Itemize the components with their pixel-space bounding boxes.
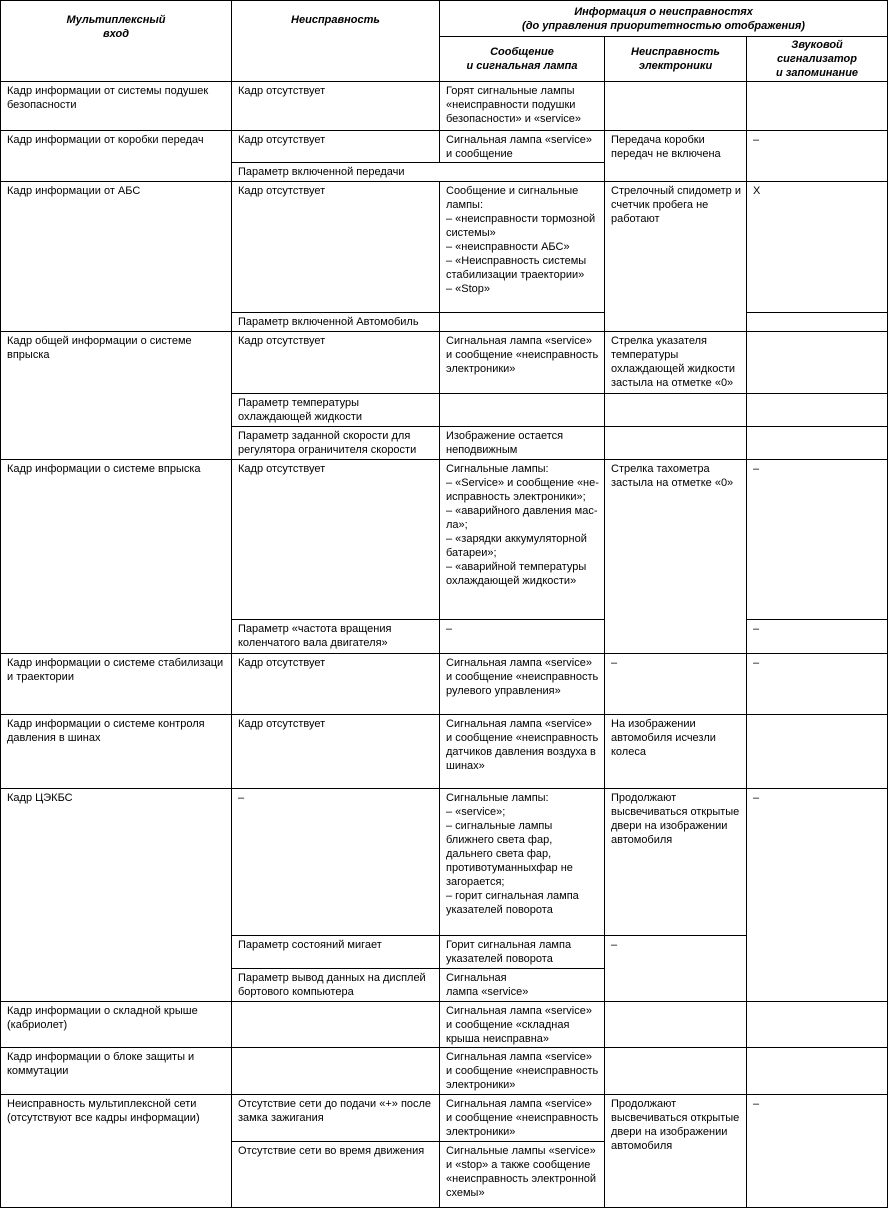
header-buzzer-memory: Звуковой сигнализатор и запоминание [747,37,888,82]
message-cell: Сигнальные лампы «service» и «stop» а также сообщение «неисправность электронной схемы» [440,1142,605,1208]
fault-cell: Отсутствие сети во время движения [232,1142,440,1208]
message-cell [440,394,605,427]
electronics-cell: Продолжают высвечиваться открытые двери на изображении автомобиля [605,789,747,936]
message-cell: Сигнальная лампа «service» и сообщение «неисправность электроники» [440,332,605,394]
message-cell: Сообщение и сигнальные лампы: – «неисправности тормозной системы» – «неисправности АБС» – «Неисправность системы стабилизации траектории» – «Stop» [440,182,605,313]
message-cell: Горят сигнальные лампы «неисправности подушки безопасности» и «service» [440,82,605,131]
table-row [1,182,888,313]
input-cell: Неисправность мультиплексной сети (отсутствуют все кадры информации) [1,1095,232,1208]
buzzer-cell [747,313,888,332]
electronics-cell [605,1002,747,1048]
message-cell: Сигнальная лампа «service» и сообщение «неисправность электроники» [440,1048,605,1095]
fault-cell: Параметр заданной скорости для регулятора ограничителя скорости [232,427,440,460]
fault-cell [232,1048,440,1095]
fault-cell: Параметр включенной Автомобиль [232,313,440,332]
electronics-cell: – [605,654,747,715]
message-cell: Сигнальные лампы: – «Service» и сообщение «не-исправность электроники»; – «аварийного давления мас-ла»; – «зарядки аккумуляторной батареи»; – «аварийной температуры охлаждающей жидкости» [440,460,605,620]
input-cell: Кадр информации о блоке защиты и коммутации [1,1048,232,1095]
message-cell: Сигнальная лампа «service» и сообщение «неисправность датчиков давления воздуха в шинах» [440,715,605,789]
buzzer-cell: – [747,620,888,654]
buzzer-cell: – [747,654,888,715]
fault-cell: Параметр температуры охлаждающей жидкости [232,394,440,427]
fault-cell: Кадр отсутствует [232,182,440,313]
input-cell: Кадр информации о системе стабилизаци и траектории [1,654,232,715]
input-cell: Кадр ЦЭКБС [1,789,232,1002]
message-cell [440,313,605,332]
electronics-cell: – [605,936,747,1002]
electronics-cell: Передача коробки передач не включена [605,131,747,182]
electronics-cell: На изображении автомобиля исчезли колеса [605,715,747,789]
message-cell: Горит сигнальная лампа указателей поворота [440,936,605,969]
buzzer-cell: – [747,131,888,182]
buzzer-cell [747,1048,888,1095]
message-cell: Сигнальная лампа «service» и сообщение «неисправность электроники» [440,1095,605,1142]
electronics-cell [605,394,747,427]
buzzer-cell [747,332,888,394]
message-cell: Сигнальные лампы: – «service»; – сигнальные лампы ближнего света фар, дальнего света фар, противотуманныхфар не загорается; – горит сигнальная лампа указателей поворота [440,789,605,936]
fault-cell: Параметр «частота вращения коленчатого вала двигателя» [232,620,440,654]
header-row [1,1,888,37]
buzzer-cell: X [747,182,888,313]
input-cell: Кадр информации от коробки передач [1,131,232,182]
fault-cell: Параметр состояний мигает [232,936,440,969]
input-cell: Кадр информации о системе контроля давления в шинах [1,715,232,789]
message-cell: Изображение остается неподвижным [440,427,605,460]
header-multiplex-input: Мультиплексный вход [1,1,232,82]
fault-cell: Кадр отсутствует [232,332,440,394]
buzzer-cell [747,427,888,460]
fault-cell: Кадр отсутствует [232,131,440,163]
message-cell: Сигнальная лампа «service» и сообщение «неисправность рулевого управления» [440,654,605,715]
fault-cell [232,1002,440,1048]
fault-cell: Кадр отсутствует [232,460,440,620]
table-row [1,789,888,936]
header-fault: Неисправность [232,1,440,82]
electronics-cell: Продолжают высвечиваться открытые двери на изображении автомобиля [605,1095,747,1208]
table-row [1,131,888,163]
buzzer-cell [747,715,888,789]
fault-cell: Кадр отсутствует [232,715,440,789]
buzzer-cell [747,394,888,427]
electronics-cell: Стрелка указателя температуры охлаждающей жидкости застыла на отметке «0» [605,332,747,394]
message-cell: Сигнальная лампа «service» и сообщение [440,131,605,163]
buzzer-cell [747,82,888,131]
input-cell: Кадр информации от системы подушек безопасности [1,82,232,131]
header-electronics-fault: Неисправность электроники [605,37,747,82]
fault-cell: Кадр отсутствует [232,82,440,131]
electronics-cell: Стрелочный спидометр и счетчик пробега не работают [605,182,747,332]
table-row [1,332,888,394]
table-row [1,82,888,131]
fault-cell: – [232,789,440,936]
input-cell: Кадр информации о складной крыше (кабриолет) [1,1002,232,1048]
header-message-lamp: Сообщение и сигнальная лампа [440,37,605,82]
table-row [1,1002,888,1048]
table-row [1,654,888,715]
message-cell: – [440,620,605,654]
fault-cell: Параметр вывод данных на дисплей бортового компьютера [232,969,440,1002]
electronics-cell [605,82,747,131]
electronics-cell [605,1048,747,1095]
electronics-cell: Стрелка тахометра застыла на отметке «0» [605,460,747,654]
message-cell: Сигнальная лампа «service» [440,969,605,1002]
table-row [1,1048,888,1095]
table-row [1,460,888,620]
buzzer-cell: – [747,1095,888,1208]
table-row [1,715,888,789]
buzzer-cell [747,1002,888,1048]
table-row [1,1095,888,1142]
message-cell: Сигнальная лампа «service» и сообщение «складная крыша неисправна» [440,1002,605,1048]
electronics-cell [605,427,747,460]
input-cell: Кадр информации о системе впрыска [1,460,232,654]
fault-cell: Кадр отсутствует [232,654,440,715]
buzzer-cell: – [747,460,888,620]
input-cell: Кадр информации от АБС [1,182,232,332]
fault-cell: Отсутствие сети до подачи «+» после замка зажигания [232,1095,440,1142]
header-fault-info: Информация о неисправностях (до управления приоритетностью отображения) [440,1,888,37]
input-cell: Кадр общей информации о системе впрыска [1,332,232,460]
buzzer-cell: – [747,789,888,1002]
fault-cell: Параметр включенной передачи [232,163,605,182]
